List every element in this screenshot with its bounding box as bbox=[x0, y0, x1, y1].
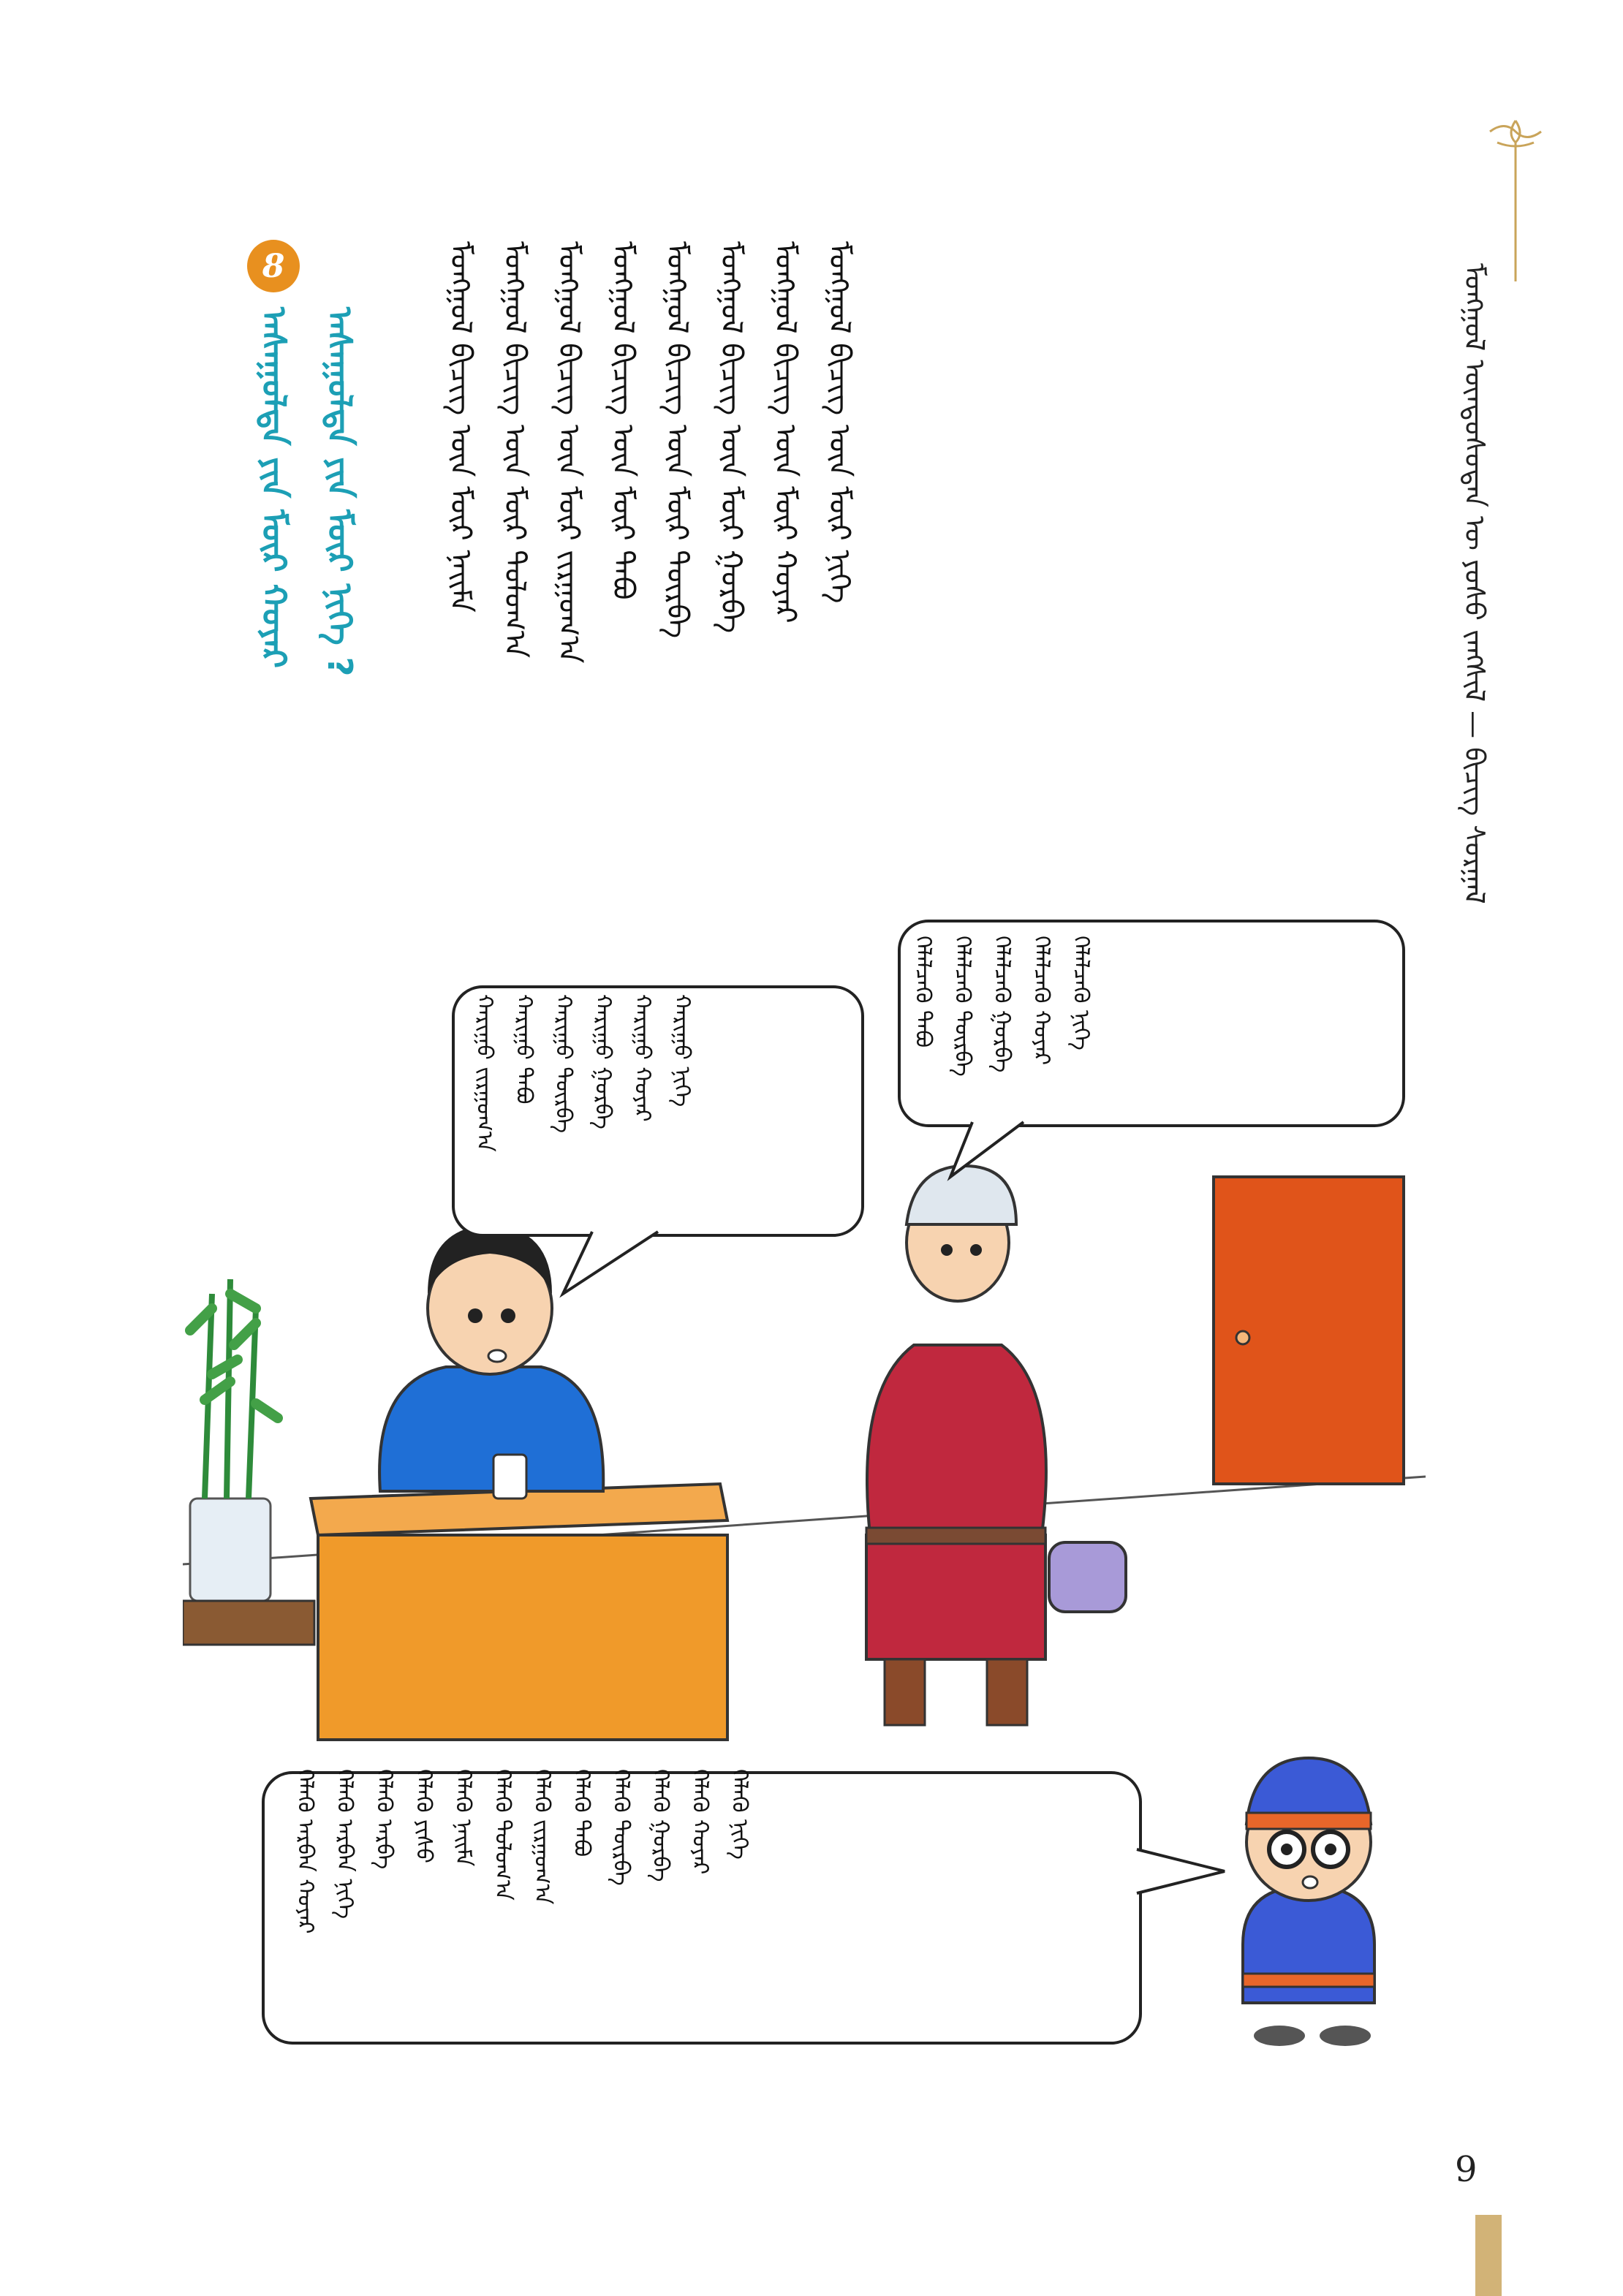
bubble-line: ᠬᠠᠷᠢᠭᠤ ᠲᠠᠪᠤ bbox=[511, 994, 537, 1105]
bubble-line: ᠬᠡᠯᠡᠬᠦ ᠲᠠᠪᠤ bbox=[569, 1769, 594, 1857]
bubble-line: ᠬᠡᠯᠡᠬᠦ ᠨᠢᠭᠡ bbox=[727, 1769, 752, 1860]
bubble-line: ᠬᠡᠯᠡᠬᠦ ᠭᠤᠷᠪᠠ bbox=[648, 1769, 673, 1882]
running-head: ᠮᠣᠩᠭᠣᠯ ᠦᠨᠳᠦᠰᠦᠲᠡᠨ ᠦ ᠶᠤᠰᠤ ᠵᠠᠩᠰᠢᠯ — ᠪᠢᠴᠢᠭ ᠰᠤᠷᠭᠠᠯ bbox=[1459, 263, 1491, 904]
question-column: ᠠᠰᠠᠭᠤᠯᠲᠠ ᠶᠢᠨ ᠮᠥᠷ ᠨᠢᠭᠡ ? bbox=[320, 307, 360, 677]
bubble-line: ᠬᠠᠷᠢᠭᠤ ᠳᠥᠷᠪᠡ bbox=[551, 994, 576, 1134]
page-number: 9 bbox=[1455, 2149, 1478, 2190]
bubble-line: ᠬᠡᠯᠡᠯᠴᠡᠬᠦ ᠭᠤᠷᠪᠠ bbox=[989, 936, 1015, 1073]
host-figure bbox=[379, 1224, 603, 1499]
header-ornament-icon bbox=[1475, 117, 1556, 285]
side-shelf bbox=[183, 1601, 314, 1645]
body-column: ᠮᠣᠩᠭᠣᠯ ᠪᠢᠴᠢᠭ ᠦᠨ ᠮᠥᠷ ᠭᠤᠷᠪᠠ bbox=[714, 241, 748, 634]
body-column: ᠮᠣᠩᠭᠣᠯ ᠪᠢᠴᠢᠭ ᠦᠨ ᠮᠥᠷ ᠨᠢᠭᠡ bbox=[822, 241, 856, 604]
host-bubble-text bbox=[468, 994, 697, 1213]
body-column: ᠮᠣᠩᠭᠣᠯ ᠪᠢᠴᠢᠭ ᠦᠨ ᠮᠥᠷ ᠲᠠᠪᠤ bbox=[606, 241, 640, 600]
bubble-line: ᠬᠠᠷᠢᠭᠤ ᠭᠤᠷᠪᠠ bbox=[590, 994, 616, 1129]
door bbox=[1214, 1177, 1404, 1484]
body-column: ᠮᠣᠩᠭᠣᠯ ᠪᠢᠴᠢᠭ ᠦᠨ ᠮᠥᠷ ᠳᠥᠷᠪᠡ bbox=[660, 241, 694, 639]
bubble-line: ᠬᠡᠯᠡᠬᠦ ᠳᠣᠯᠣᠭ᠎ᠠ bbox=[490, 1769, 515, 1901]
bubble-line: ᠬᠡᠯᠡᠬᠦ ᠳᠥᠷᠪᠡ bbox=[608, 1769, 634, 1886]
bubble-line: ᠬᠡᠯᠡᠯᠴᠡᠬᠦ ᠳᠥᠷᠪᠡ bbox=[950, 936, 975, 1077]
potted-plant bbox=[190, 1279, 278, 1601]
body-text bbox=[439, 241, 950, 899]
bubble-line: ᠬᠡᠯᠡᠬᠦ ᠠᠷᠪᠠᠨ ᠨᠢᠭᠡ bbox=[332, 1769, 357, 1920]
child-bubble-text bbox=[289, 1769, 755, 2003]
bubble-line: ᠬᠡᠯᠡᠬᠦ ᠠᠷᠪᠠᠨ ᠬᠣᠶᠠᠷ bbox=[292, 1769, 318, 1934]
bubble-line: ᠬᠡᠯᠡᠯᠴᠡᠬᠦ ᠲᠠᠪᠤ bbox=[910, 936, 936, 1048]
question-number-badge: 8 bbox=[247, 240, 300, 292]
body-column: ᠮᠣᠩᠭᠣᠯ ᠪᠢᠴᠢᠭ ᠦᠨ ᠮᠥᠷ ᠬᠣᠶᠠᠷ bbox=[768, 241, 802, 624]
body-column: ᠮᠣᠩᠭᠣᠯ ᠪᠢᠴᠢᠭ ᠦᠨ ᠮᠥᠷ ᠳᠣᠯᠣᠭ᠎ᠠ bbox=[498, 241, 531, 659]
bubble-line: ᠬᠠᠷᠢᠭᠤ ᠬᠣᠶᠠᠷ bbox=[629, 994, 655, 1122]
bubble-line: ᠬᠡᠯᠡᠬᠦ ᠠᠷᠪᠠ bbox=[371, 1769, 397, 1870]
visitor-bubble-text bbox=[907, 936, 1097, 1126]
bubble-line: ᠬᠡᠯᠡᠬᠦ ᠬᠣᠶᠠᠷ bbox=[687, 1769, 713, 1875]
visitor-figure bbox=[866, 1166, 1126, 1725]
bubble-line: ᠬᠠᠷᠢᠭᠤ ᠨᠢᠭᠡ bbox=[669, 994, 695, 1107]
bubble-line: ᠬᠡᠯᠡᠯᠴᠡᠬᠦ ᠬᠣᠶᠠᠷ bbox=[1029, 936, 1054, 1066]
footer-accent-bar bbox=[1475, 2215, 1502, 2296]
bubble-line: ᠬᠡᠯᠡᠬᠦ ᠶᠢᠰᠦ bbox=[411, 1769, 436, 1863]
illustration bbox=[183, 899, 1426, 1776]
body-column: ᠮᠣᠩᠭᠣᠯ ᠪᠢᠴᠢᠭ ᠦᠨ ᠮᠥᠷ ᠵᠢᠷᠭᠤᠭ᠎ᠠ bbox=[552, 241, 586, 664]
body-column: ᠮᠣᠩᠭᠣᠯ ᠪᠢᠴᠢᠭ ᠦᠨ ᠮᠥᠷ ᠨᠠᠢᠮᠠ bbox=[444, 241, 477, 613]
bubble-line: ᠬᠡᠯᠡᠬᠦ ᠵᠢᠷᠭᠤᠭ᠎ᠠ bbox=[529, 1769, 555, 1905]
bubble-line: ᠬᠠᠷᠢᠭᠤ ᠵᠢᠷᠭᠤᠭ᠎ᠠ bbox=[472, 994, 497, 1152]
question-column: ᠠᠰᠠᠭᠤᠯᠲᠠ ᠶᠢᠨ ᠮᠥᠷ ᠬᠣᠶᠠᠷ bbox=[254, 307, 294, 668]
bubble-line: ᠬᠡᠯᠡᠬᠦ ᠨᠠᠢᠮᠠ bbox=[450, 1769, 476, 1867]
desk bbox=[311, 1484, 727, 1740]
bubble-line: ᠬᠡᠯᠡᠯᠴᠡᠬᠦ ᠨᠢᠭᠡ bbox=[1068, 936, 1094, 1050]
